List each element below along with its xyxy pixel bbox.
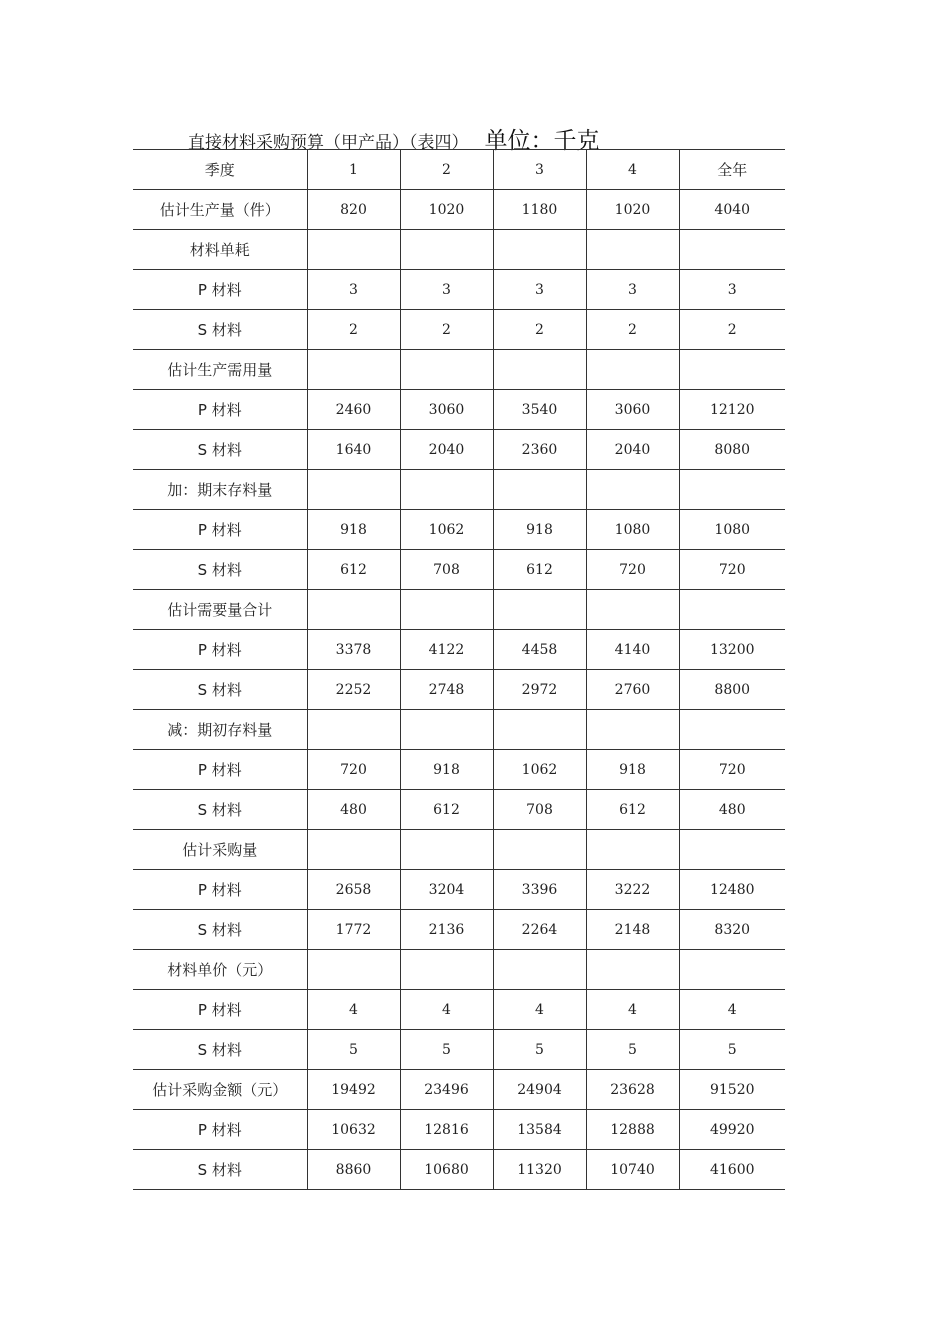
unit-label: 单位：千克 [484, 128, 600, 154]
table-row [133, 590, 785, 630]
table-row [133, 230, 785, 270]
header-cell-q4: 4 [586, 150, 679, 190]
q2-value: 1020 [400, 190, 493, 230]
q2-value: 10680 [400, 1150, 493, 1190]
table-row [133, 390, 785, 430]
q1-value: 8860 [307, 1150, 400, 1190]
q1-value: 19492 [307, 1070, 400, 1110]
row-label: P 材料 [133, 1110, 307, 1150]
full-year-value: 4 [679, 990, 785, 1030]
q2-value [400, 590, 493, 630]
q3-value: 2264 [493, 910, 586, 950]
full-year-value [679, 950, 785, 990]
q1-value: 1772 [307, 910, 400, 950]
q4-value: 612 [586, 790, 679, 830]
q4-value: 2148 [586, 910, 679, 950]
table-row [133, 350, 785, 390]
full-year-value: 12480 [679, 870, 785, 910]
q3-value: 3 [493, 270, 586, 310]
q1-value [307, 590, 400, 630]
q4-value [586, 350, 679, 390]
q2-value: 3204 [400, 870, 493, 910]
q2-value [400, 830, 493, 870]
q4-value [586, 710, 679, 750]
q3-value: 2972 [493, 670, 586, 710]
full-year-value: 480 [679, 790, 785, 830]
q3-value: 11320 [493, 1150, 586, 1190]
q1-value [307, 950, 400, 990]
full-year-value: 2 [679, 310, 785, 350]
q2-value: 612 [400, 790, 493, 830]
q2-value: 2040 [400, 430, 493, 470]
q4-value: 3222 [586, 870, 679, 910]
q4-value: 5 [586, 1030, 679, 1070]
table-row [133, 630, 785, 670]
q3-value: 24904 [493, 1070, 586, 1110]
q1-value: 2658 [307, 870, 400, 910]
row-label: 估计生产量（件） [133, 190, 307, 230]
q3-value [493, 710, 586, 750]
table-body [133, 150, 785, 1190]
q4-value [586, 590, 679, 630]
full-year-value: 4040 [679, 190, 785, 230]
header-cell-full-year: 全年 [679, 150, 785, 190]
q4-value: 2760 [586, 670, 679, 710]
row-label: 估计需要量合计 [133, 590, 307, 630]
table-row [133, 270, 785, 310]
q3-value: 708 [493, 790, 586, 830]
full-year-value: 49920 [679, 1110, 785, 1150]
q4-value [586, 950, 679, 990]
q3-value: 4458 [493, 630, 586, 670]
table-row [133, 430, 785, 470]
header-cell-q1: 1 [307, 150, 400, 190]
full-year-value: 1080 [679, 510, 785, 550]
q1-value: 10632 [307, 1110, 400, 1150]
q2-value: 3060 [400, 390, 493, 430]
q4-value [586, 470, 679, 510]
q3-value: 2360 [493, 430, 586, 470]
q1-value: 2 [307, 310, 400, 350]
q4-value: 1020 [586, 190, 679, 230]
full-year-value: 8320 [679, 910, 785, 950]
q4-value: 3 [586, 270, 679, 310]
table-row [133, 790, 785, 830]
header-cell-quarter: 季度 [133, 150, 307, 190]
q4-value: 2 [586, 310, 679, 350]
full-year-value: 13200 [679, 630, 785, 670]
q1-value: 5 [307, 1030, 400, 1070]
q4-value: 2040 [586, 430, 679, 470]
table-header-row [133, 150, 785, 190]
full-year-value [679, 470, 785, 510]
q3-value [493, 590, 586, 630]
q2-value: 4122 [400, 630, 493, 670]
row-label: P 材料 [133, 270, 307, 310]
header-cell-q3: 3 [493, 150, 586, 190]
table-row [133, 870, 785, 910]
row-label: P 材料 [133, 990, 307, 1030]
q3-value [493, 950, 586, 990]
table-row [133, 830, 785, 870]
row-label: 估计生产需用量 [133, 350, 307, 390]
full-year-value: 41600 [679, 1150, 785, 1190]
q3-value: 918 [493, 510, 586, 550]
q4-value: 12888 [586, 1110, 679, 1150]
full-year-value [679, 830, 785, 870]
q1-value: 3 [307, 270, 400, 310]
q2-value: 918 [400, 750, 493, 790]
q1-value [307, 230, 400, 270]
q2-value: 708 [400, 550, 493, 590]
q4-value: 4140 [586, 630, 679, 670]
full-year-value [679, 590, 785, 630]
row-label: P 材料 [133, 390, 307, 430]
table-row [133, 950, 785, 990]
q1-value [307, 350, 400, 390]
table-row [133, 710, 785, 750]
q2-value: 4 [400, 990, 493, 1030]
q2-value: 1062 [400, 510, 493, 550]
table-row [133, 990, 785, 1030]
row-label: 加：期末存料量 [133, 470, 307, 510]
q3-value [493, 230, 586, 270]
q2-value: 2136 [400, 910, 493, 950]
q1-value: 918 [307, 510, 400, 550]
q2-value: 3 [400, 270, 493, 310]
row-label: S 材料 [133, 670, 307, 710]
table-row [133, 190, 785, 230]
q3-value: 5 [493, 1030, 586, 1070]
q3-value: 4 [493, 990, 586, 1030]
q1-value: 612 [307, 550, 400, 590]
row-label: S 材料 [133, 1030, 307, 1070]
row-label: S 材料 [133, 310, 307, 350]
q1-value: 2252 [307, 670, 400, 710]
q4-value: 918 [586, 750, 679, 790]
q4-value [586, 830, 679, 870]
row-label: P 材料 [133, 870, 307, 910]
q3-value: 3396 [493, 870, 586, 910]
full-year-value: 8080 [679, 430, 785, 470]
full-year-value: 720 [679, 550, 785, 590]
row-label: 估计采购量 [133, 830, 307, 870]
row-label: S 材料 [133, 790, 307, 830]
q1-value: 4 [307, 990, 400, 1030]
table-title: 直接材料采购预算（甲产品）（表四） [188, 133, 469, 153]
full-year-value: 8800 [679, 670, 785, 710]
table-row [133, 310, 785, 350]
q1-value [307, 830, 400, 870]
q1-value [307, 710, 400, 750]
row-label: 材料单价（元） [133, 950, 307, 990]
header-cell-q2: 2 [400, 150, 493, 190]
q4-value: 3060 [586, 390, 679, 430]
table-row [133, 1030, 785, 1070]
table-row [133, 1070, 785, 1110]
q4-value: 4 [586, 990, 679, 1030]
table-row [133, 1150, 785, 1190]
row-label: S 材料 [133, 550, 307, 590]
q2-value: 2748 [400, 670, 493, 710]
q1-value: 3378 [307, 630, 400, 670]
q4-value: 720 [586, 550, 679, 590]
q2-value [400, 950, 493, 990]
table-row [133, 750, 785, 790]
q3-value: 612 [493, 550, 586, 590]
row-label: P 材料 [133, 510, 307, 550]
q1-value: 720 [307, 750, 400, 790]
table-row [133, 510, 785, 550]
full-year-value: 91520 [679, 1070, 785, 1110]
table-row [133, 550, 785, 590]
q3-value: 3540 [493, 390, 586, 430]
q2-value: 2 [400, 310, 493, 350]
row-label: S 材料 [133, 910, 307, 950]
row-label: 减：期初存料量 [133, 710, 307, 750]
q3-value: 1180 [493, 190, 586, 230]
full-year-value [679, 350, 785, 390]
q2-value [400, 230, 493, 270]
q3-value [493, 470, 586, 510]
row-label: S 材料 [133, 430, 307, 470]
q3-value: 13584 [493, 1110, 586, 1150]
q3-value [493, 350, 586, 390]
q1-value: 2460 [307, 390, 400, 430]
q1-value [307, 470, 400, 510]
row-label: S 材料 [133, 1150, 307, 1190]
full-year-value: 720 [679, 750, 785, 790]
q1-value: 1640 [307, 430, 400, 470]
q4-value: 23628 [586, 1070, 679, 1110]
table-row [133, 470, 785, 510]
q4-value: 1080 [586, 510, 679, 550]
table-row [133, 910, 785, 950]
table-row [133, 670, 785, 710]
full-year-value: 3 [679, 270, 785, 310]
full-year-value: 12120 [679, 390, 785, 430]
full-year-value [679, 230, 785, 270]
q2-value [400, 710, 493, 750]
q3-value [493, 830, 586, 870]
q2-value: 12816 [400, 1110, 493, 1150]
q3-value: 1062 [493, 750, 586, 790]
row-label: P 材料 [133, 750, 307, 790]
q2-value [400, 470, 493, 510]
q2-value: 5 [400, 1030, 493, 1070]
material-purchase-budget-table [133, 149, 785, 1190]
full-year-value [679, 710, 785, 750]
row-label: P 材料 [133, 630, 307, 670]
q1-value: 820 [307, 190, 400, 230]
q2-value [400, 350, 493, 390]
row-label: 估计采购金额（元） [133, 1070, 307, 1110]
q4-value [586, 230, 679, 270]
q1-value: 480 [307, 790, 400, 830]
q2-value: 23496 [400, 1070, 493, 1110]
row-label: 材料单耗 [133, 230, 307, 270]
q3-value: 2 [493, 310, 586, 350]
full-year-value: 5 [679, 1030, 785, 1070]
q4-value: 10740 [586, 1150, 679, 1190]
table-row [133, 1110, 785, 1150]
